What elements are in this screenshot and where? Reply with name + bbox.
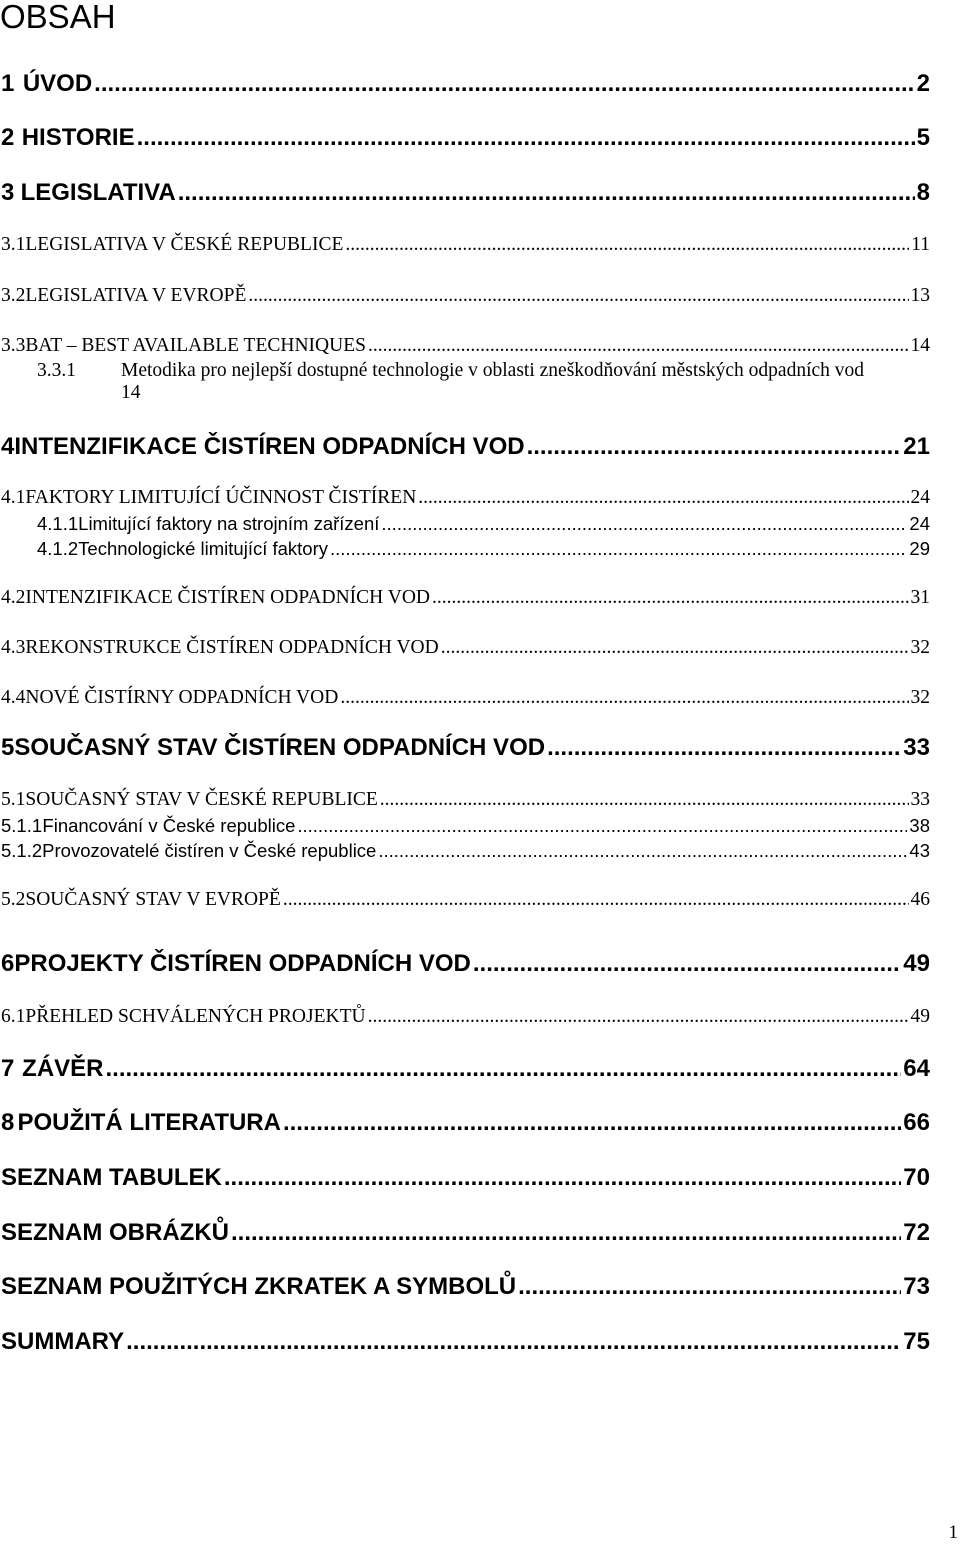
dot-leader: [547, 734, 901, 762]
dot-leader: [345, 234, 909, 256]
toc-label: SUMMARY: [1, 1328, 125, 1355]
toc-entry-seznam-obrazku[interactable]: [1, 1219, 930, 1247]
dot-leader: [248, 285, 908, 307]
toc-number: 6.1: [1, 1006, 26, 1027]
toc-label: SEZNAM POUŽITÝCH ZKRATEK A SYMBOLŮ: [1, 1273, 517, 1300]
toc-page: 72: [903, 1219, 930, 1246]
toc-page: 14: [910, 335, 930, 356]
toc-label: SOUČASNÝ STAV V EVROPĚ: [25, 889, 281, 910]
toc-page: 33: [910, 789, 930, 810]
toc-entry-seznam-tabulek[interactable]: [1, 1164, 930, 1192]
toc-label: BAT – BEST AVAILABLE TECHNIQUES: [25, 335, 366, 356]
toc-number: 4: [1, 433, 15, 460]
toc-page: 32: [910, 687, 930, 708]
toc-entry-projekty[interactable]: [1, 950, 930, 978]
toc-entry-nove-cistirny[interactable]: [1, 687, 930, 709]
toc-entry-technologicke[interactable]: [37, 538, 930, 560]
toc-number: 4.1: [1, 487, 26, 508]
toc-entry-bat[interactable]: [1, 335, 930, 357]
toc-entry-historie[interactable]: [1, 124, 930, 152]
toc-entry-rekonstrukce[interactable]: [1, 637, 930, 659]
toc-label: LEGISLATIVA V ČESKÉ REPUBLICE: [25, 234, 344, 255]
toc-label: Limitující faktory na strojním zařízení: [78, 513, 380, 534]
toc-label: SOUČASNÝ STAV ČISTÍREN ODPADNÍCH VOD: [14, 734, 546, 761]
toc-page: 38: [909, 815, 930, 836]
toc-number: 5: [1, 734, 15, 761]
dot-leader: [473, 950, 901, 978]
toc-label: ÚVOD: [22, 70, 93, 97]
toc-page: 5: [916, 124, 930, 151]
toc-page: 49: [903, 950, 930, 977]
toc-entry-limitujici-strojni[interactable]: [37, 513, 930, 535]
dot-leader: [126, 1328, 901, 1356]
dot-leader: [527, 433, 902, 461]
dot-leader: [378, 840, 907, 862]
toc-page: 24: [910, 487, 930, 508]
toc-label: ZÁVĚR: [22, 1055, 104, 1082]
toc-page: 66: [903, 1109, 930, 1136]
dot-leader: [340, 687, 908, 709]
toc-page: 70: [903, 1164, 930, 1191]
dot-leader: [518, 1273, 901, 1301]
toc-entry-literatura[interactable]: [1, 1109, 930, 1137]
dot-leader: [297, 815, 907, 837]
toc-entry-metodika[interactable]: [37, 360, 930, 404]
toc-entry-financovani[interactable]: [1, 815, 930, 837]
toc-entry-stav-evropa[interactable]: [1, 889, 930, 911]
toc-entry-intenzifikace-sub[interactable]: [1, 587, 930, 609]
toc-number: 5.1.2: [1, 840, 43, 861]
toc-entry-legislativa-evropa[interactable]: [1, 285, 930, 307]
dot-leader: [178, 179, 915, 207]
toc-number: 2: [1, 124, 15, 151]
toc-entry-zaver[interactable]: [1, 1055, 930, 1083]
toc-label: NOVÉ ČISTÍRNY ODPADNÍCH VOD: [25, 687, 339, 708]
toc-number: 7: [1, 1055, 15, 1082]
toc-number: 3.3: [1, 335, 26, 356]
toc-label: Financování v České republice: [42, 815, 296, 836]
toc-entry-seznam-zkratek[interactable]: [1, 1273, 930, 1301]
dot-leader: [283, 1109, 901, 1137]
toc-page: 14: [121, 382, 141, 403]
toc-number: 3.2: [1, 285, 26, 306]
toc-number: 4.1.2: [37, 538, 79, 559]
toc-number: 5.1: [1, 789, 26, 810]
toc-entry-legislativa[interactable]: [1, 179, 930, 207]
toc-page: 43: [909, 840, 930, 861]
toc-page: 24: [909, 513, 930, 534]
dot-leader: [432, 587, 909, 609]
toc-page: 31: [910, 587, 930, 608]
toc-page: 32: [910, 637, 930, 658]
toc-label: SEZNAM OBRÁZKŮ: [1, 1219, 229, 1246]
toc-label: LEGISLATIVA V EVROPĚ: [25, 285, 247, 306]
toc-label: PŘEHLED SCHVÁLENÝCH PROJEKTŮ: [25, 1006, 366, 1027]
dot-leader: [381, 513, 907, 535]
toc-entry-faktory[interactable]: [1, 487, 930, 509]
toc-page: 21: [903, 433, 930, 460]
toc-number: 3: [1, 179, 15, 206]
toc-label: LEGISLATIVA: [20, 179, 176, 206]
toc-number: 3.3.1: [37, 360, 76, 381]
dot-leader: [283, 889, 909, 911]
dot-leader: [368, 335, 909, 357]
toc-label: INTENZIFIKACE ČISTÍREN ODPADNÍCH VOD: [14, 433, 525, 460]
toc-number: 4.1.1: [37, 513, 79, 534]
toc-label: POUŽITÁ LITERATURA: [17, 1109, 281, 1136]
toc-entry-stav-cr[interactable]: [1, 789, 930, 811]
toc-page: 8: [916, 179, 930, 206]
toc-page: 49: [910, 1006, 930, 1027]
toc-label: Metodika pro nejlepší dostupné technologie v oblasti zneškodňování městských odpadních vod: [121, 360, 865, 381]
toc-label: Technologické limitující faktory: [78, 538, 329, 559]
toc-entry-prehled[interactable]: [1, 1006, 930, 1028]
dot-leader: [380, 789, 909, 811]
dot-leader: [94, 70, 914, 98]
toc-label: PROJEKTY ČISTÍREN ODPADNÍCH VOD: [14, 950, 471, 977]
toc-number: 4.4: [1, 687, 26, 708]
toc-page: 11: [911, 234, 930, 255]
toc-page: 33: [903, 734, 930, 761]
dot-leader: [137, 124, 915, 152]
dot-leader: [231, 1219, 901, 1247]
dot-leader: [330, 538, 907, 560]
toc-number: 3.1: [1, 234, 26, 255]
toc-number: 4.3: [1, 637, 26, 658]
toc-entry-legislativa-cr[interactable]: [1, 234, 930, 256]
toc-entry-uvod[interactable]: [1, 70, 930, 98]
toc-title: OBSAH: [0, 0, 116, 35]
toc-page: 73: [903, 1273, 930, 1300]
toc-label: REKONSTRUKCE ČISTÍREN ODPADNÍCH VOD: [25, 637, 439, 658]
toc-page: 13: [910, 285, 930, 306]
dot-leader: [224, 1164, 901, 1192]
toc-label: FAKTORY LIMITUJÍCÍ ÚČINNOST ČISTÍREN: [25, 487, 417, 508]
toc-entry-intenzifikace[interactable]: [1, 433, 930, 461]
toc-label: SEZNAM TABULEK: [1, 1164, 222, 1191]
toc-page: 75: [903, 1328, 930, 1355]
dot-leader: [368, 1006, 909, 1028]
toc-label: HISTORIE: [21, 124, 135, 151]
dot-leader: [106, 1055, 902, 1083]
toc-entry-soucasny-stav[interactable]: [1, 734, 930, 762]
toc-number: 4.2: [1, 587, 26, 608]
dot-leader: [418, 487, 908, 509]
toc-page: 64: [903, 1055, 930, 1082]
toc-number: 8: [1, 1109, 15, 1136]
toc-label: INTENZIFIKACE ČISTÍREN ODPADNÍCH VOD: [25, 587, 430, 608]
toc-entry-summary[interactable]: [1, 1328, 930, 1356]
toc-entry-provozovatele[interactable]: [1, 840, 930, 862]
toc-number: 6: [1, 950, 15, 977]
toc-number: 5.1.1: [1, 815, 43, 836]
toc-page: 29: [909, 538, 930, 559]
toc-page: 2: [916, 70, 930, 97]
toc-label: Provozovatelé čistíren v České republice: [42, 840, 377, 861]
toc-label: SOUČASNÝ STAV V ČESKÉ REPUBLICE: [25, 789, 378, 810]
toc-page: 46: [910, 889, 930, 910]
page-number: 1: [948, 1522, 958, 1543]
toc-number: 5.2: [1, 889, 26, 910]
dot-leader: [441, 637, 909, 659]
toc-number: 1: [1, 70, 15, 97]
